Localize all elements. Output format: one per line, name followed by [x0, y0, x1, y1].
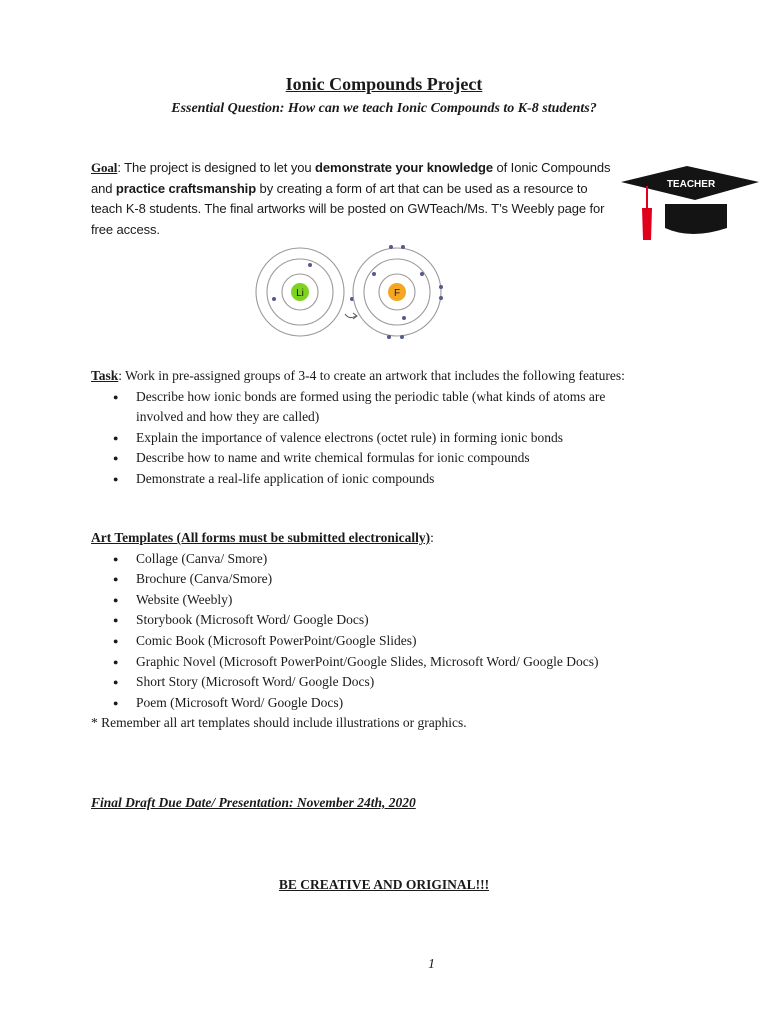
art-item: ● Graphic Novel (Microsoft PowerPoint/Google Slides, Microsoft Word/ Google Docs) — [91, 652, 711, 673]
task-intro-text: : Work in pre-assigned groups of 3-4 to create an artwork that includes the following features: — [118, 368, 625, 383]
art-heading-suffix: : — [430, 530, 434, 545]
goal-text-2: of Ionic Compounds and — [91, 160, 611, 196]
task-item: ● Describe how ionic bonds are formed using the periodic table (what kinds of atoms are involved and how they are called) — [91, 387, 651, 428]
closing-banner: BE CREATIVE AND ORIGINAL!!! — [278, 877, 490, 892]
lithium-symbol: Li — [296, 288, 304, 299]
page-title: Ionic Compounds Project — [285, 74, 483, 94]
art-list — [91, 549, 711, 714]
task-list — [91, 387, 651, 490]
art-note: * Remember all art templates should include illustrations or graphics. — [91, 715, 467, 731]
task-item: ● Explain the importance of valence electrons (octet rule) in forming ionic bonds — [91, 428, 651, 449]
goal-label: Goal — [91, 160, 118, 175]
task-label: Task — [91, 368, 119, 383]
art-heading: Art Templates (All forms must be submitted electronically) — [91, 530, 431, 545]
goal-bold-1: demonstrate your knowledge — [315, 160, 494, 175]
art-item: ● Website (Weebly) — [91, 590, 711, 611]
task-intro — [91, 366, 651, 387]
cap-label: TEACHER — [666, 179, 716, 190]
goal-text-1: : The project is designed to let you — [117, 160, 316, 175]
task-item: ● Describe how to name and write chemical formulas for ionic compounds — [91, 448, 651, 469]
essential-question: Essential Question: How can we teach Ionic Compounds to K-8 students? — [171, 101, 597, 116]
art-item: ● Storybook (Microsoft Word/ Google Docs) — [91, 610, 711, 631]
page-number: 1 — [428, 957, 435, 972]
art-templates-section — [91, 528, 711, 734]
ionic-bond-diagram — [252, 240, 452, 340]
art-heading-line — [91, 528, 711, 549]
goal-bold-2: practice craftsmanship — [115, 180, 257, 196]
due-date: Final Draft Due Date/ Presentation: November 24th, 2020 — [91, 795, 416, 810]
goal-paragraph — [91, 158, 621, 240]
task-item: ● Demonstrate a real-life application of ionic compounds — [91, 469, 651, 490]
graduation-cap-icon — [621, 160, 761, 245]
art-item: ● Poem (Microsoft Word/ Google Docs) — [91, 693, 711, 714]
fluorine-symbol: F — [393, 288, 401, 299]
art-item: ● Short Story (Microsoft Word/ Google Docs) — [91, 672, 711, 693]
goal-text-3: by creating a form of art that can be used as a resource to teach K-8 students. The final artworks will be posted on GWTeach/Ms. T’s Weebly page for free access. — [91, 180, 605, 237]
art-item: ● Collage (Canva/ Smore) — [91, 549, 711, 570]
art-item: ● Comic Book (Microsoft PowerPoint/Google Slides) — [91, 631, 711, 652]
task-section — [91, 366, 651, 489]
art-item: ● Brochure (Canva/Smore) — [91, 569, 711, 590]
